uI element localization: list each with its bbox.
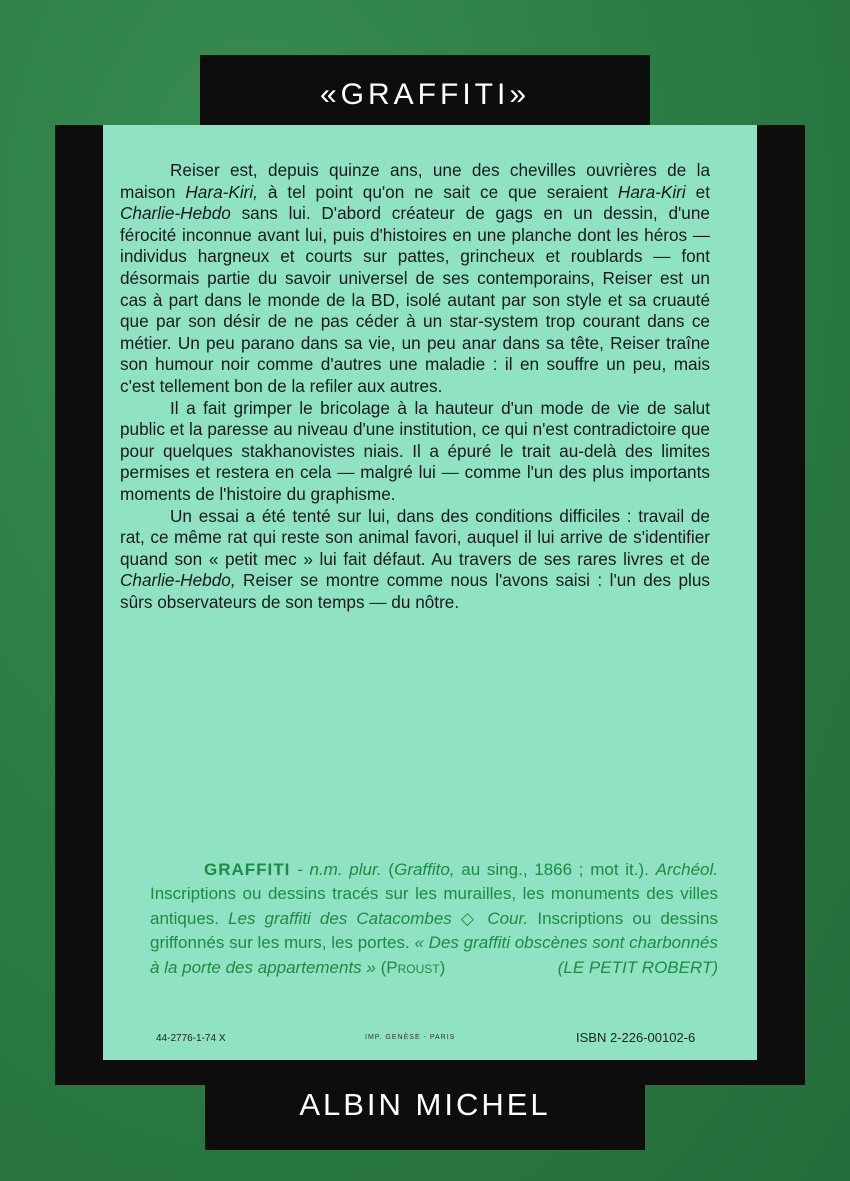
dictionary-definition: GRAFFITI - n.m. plur. (Graffito, au sing., 1866 ; mot it.). Archéol. Inscriptions ou dessins tracés sur les murailles, les monuments des villes antiques. Les graffiti des Catacombes ◇ Cour. Inscriptions ou dessins griffonnés sur les murs, les portes. « Des graffiti obscènes sont charbonnés à la porte des appartements » (Proust) (LE PETIT ROBERT) xyxy=(150,858,718,980)
blurb-paragraph-3: Un essai a été tenté sur lui, dans des conditions difficiles : travail de rat, ce même rat qui reste son animal favori, auquel il lui arrive de s'identifier quand son « petit mec » lui fait défaut. Au travers de ses rares livres et de Charlie-Hebdo, Reiser se montre comme nous l'avons saisi : l'un des plus sûrs observateurs de son temps — du nôtre. xyxy=(120,505,710,612)
definition-source: (LE PETIT ROBERT) xyxy=(557,957,718,977)
blurb-paragraph-2: Il a fait grimper le bricolage à la hauteur d'un mode de vie de salut public et la paresse au niveau d'une institution, ce qui n'est contradictoire que pour quelques stakhanovistes niais. Il a épuré le trait au-delà des limites permises et restera en cela — malgré lui — comme l'un des plus importants moments de l'histoire du graphisme. xyxy=(120,397,710,504)
catalog-code: 44-2776-1-74 X xyxy=(156,1033,226,1044)
isbn: ISBN 2-226-00102-6 xyxy=(576,1030,696,1045)
blurb-text xyxy=(120,160,710,613)
series-title: «GRAFFITI» xyxy=(319,78,531,111)
printer-credit: IMP. GENÈSE - PARIS xyxy=(365,1034,456,1041)
publisher-name: ALBIN MICHEL xyxy=(299,1087,551,1122)
blurb-paragraph-1: Reiser est, depuis quinze ans, une des chevilles ouvrières de la maison Hara-Kiri, à tel point qu'on ne sait ce que seraient Hara-Kiri et Charlie-Hebdo sans lui. D'abord créateur de gags en un dessin, d'une férocité inconnue avant lui, puis d'histoires en une planche dont les héros — individus hargneux et courts sur pattes, grincheux et roublards — font désormais partie du savoir universel de ses contemporains, Reiser est un cas à part dans le monde de la BD, isolé autant par son style et sa cruauté que par son désir de ne pas céder à un star-system trop courant dans ce métier. Un peu parano dans sa vie, un peu anar dans sa tête, Reiser traîne son humour noir comme d'autres une maladie : il en souffre un peu, mais c'est tellement bon de la refiler aux autres. xyxy=(120,160,711,396)
definition-headword: GRAFFITI xyxy=(204,860,291,879)
